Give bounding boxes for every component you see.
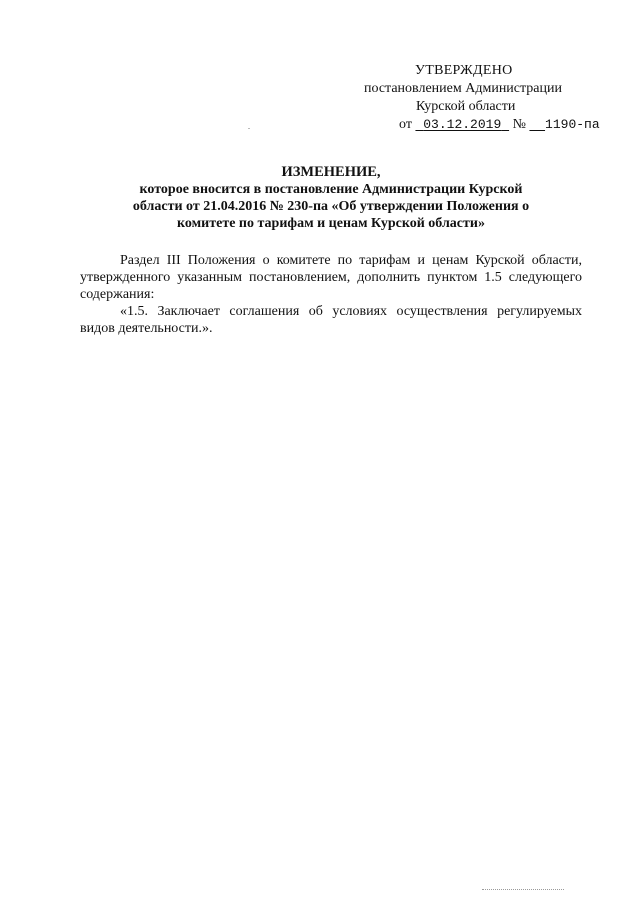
amendment-subtitle-line-1: которое вносится в постановление Администрации Курской <box>139 182 523 197</box>
amendment-subtitle-line-3: комитете по тарифам и ценам Курской области» <box>177 216 485 231</box>
approval-stamp-title: УТВЕРЖДЕНО <box>415 63 513 78</box>
number-sign: № <box>512 117 526 132</box>
decree-date: 03.12.2019 <box>423 117 502 132</box>
document-body <box>80 252 582 337</box>
date-prefix: от <box>399 117 412 132</box>
scan-footer-mark <box>482 889 564 894</box>
decree-number: 1190-па <box>545 117 600 132</box>
amendment-heading <box>80 164 582 232</box>
approval-region-line: Курской области <box>416 99 516 114</box>
body-paragraph-1: Раздел III Положения о комитете по тарифам и ценам Курской области, утвержденного указанным постановлением, дополнить пунктом 1.5 следующего содержания: <box>80 253 582 302</box>
approval-issuer-line: постановлением Администрации <box>364 81 562 96</box>
body-paragraph-2: «1.5. Заключает соглашения об условиях осуществления регулируемых видов деятельности.». <box>80 304 582 336</box>
amendment-title: ИЗМЕНЕНИЕ, <box>281 164 381 180</box>
approval-date-number-line <box>399 117 600 133</box>
amendment-subtitle-line-2: области от 21.04.2016 № 230-па «Об утверждении Положения о <box>132 199 530 214</box>
scan-speck <box>248 128 250 129</box>
